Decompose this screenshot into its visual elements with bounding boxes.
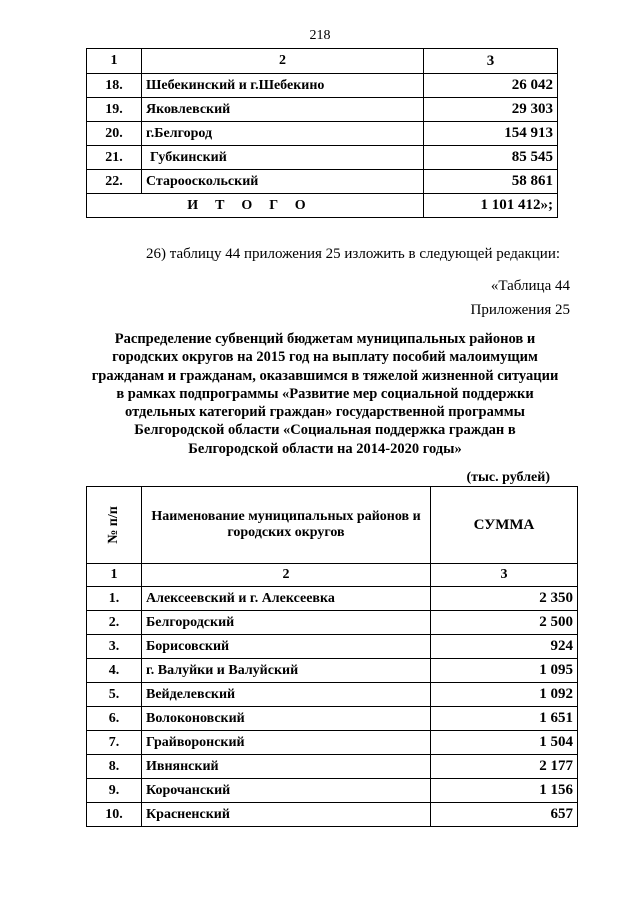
- row-number: 18.: [87, 74, 142, 98]
- row-value: 58 861: [424, 170, 558, 194]
- instruction-text: 26) таблицу 44 приложения 25 изложить в следующей редакции:: [146, 246, 561, 262]
- col-number-1: 1: [87, 564, 142, 587]
- table-row: [87, 707, 578, 731]
- row-value: 1 651: [431, 707, 578, 731]
- row-name: Ивнянский: [142, 755, 431, 779]
- subsidy-table: [86, 486, 578, 827]
- table-header-row: [87, 487, 578, 564]
- row-number: 9.: [87, 779, 142, 803]
- row-name: Волоконовский: [142, 707, 431, 731]
- row-name: Старооскольский: [142, 170, 424, 194]
- row-value: 1 156: [431, 779, 578, 803]
- header-sum: СУММА: [431, 487, 578, 564]
- row-name: г.Белгород: [142, 122, 424, 146]
- header-number-cell: [87, 487, 142, 564]
- table-row: [87, 170, 558, 194]
- table-row: [87, 122, 558, 146]
- row-value: 2 177: [431, 755, 578, 779]
- row-number: 21.: [87, 146, 142, 170]
- row-value: 2 350: [431, 587, 578, 611]
- row-number: 8.: [87, 755, 142, 779]
- col-number-2: 2: [142, 564, 431, 587]
- table-row: [87, 74, 558, 98]
- row-value: 85 545: [424, 146, 558, 170]
- table-ref-line: «Таблица 44: [490, 278, 570, 294]
- row-number: 10.: [87, 803, 142, 827]
- row-name: Красненский: [142, 803, 431, 827]
- row-number: 2.: [87, 611, 142, 635]
- row-name: Алексеевский и г. Алексеевка: [142, 587, 431, 611]
- row-number: 22.: [87, 170, 142, 194]
- row-number: 1.: [87, 587, 142, 611]
- row-value: 1 095: [431, 659, 578, 683]
- table-row: [87, 755, 578, 779]
- table-row: [87, 146, 558, 170]
- table-row: [87, 683, 578, 707]
- row-name: Губкинский: [142, 146, 424, 170]
- page-number: 218: [309, 28, 331, 43]
- row-value: 26 042: [424, 74, 558, 98]
- table-row: [87, 635, 578, 659]
- col-number-2: 2: [142, 49, 424, 74]
- row-name: Яковлевский: [142, 98, 424, 122]
- row-name: Грайворонский: [142, 731, 431, 755]
- row-number: 20.: [87, 122, 142, 146]
- table-reference: [471, 274, 571, 322]
- table-row: [87, 803, 578, 827]
- table-header-row: [87, 49, 558, 74]
- row-number: 19.: [87, 98, 142, 122]
- col-number-3: 3: [424, 49, 558, 74]
- row-number: 7.: [87, 731, 142, 755]
- row-number: 5.: [87, 683, 142, 707]
- row-value: 924: [431, 635, 578, 659]
- col-number-1: 1: [87, 49, 142, 74]
- header-number: № п/п: [106, 506, 121, 544]
- total-value: 1 101 412»;: [424, 194, 558, 218]
- row-value: 2 500: [431, 611, 578, 635]
- total-row: [87, 194, 558, 218]
- table-row: [87, 779, 578, 803]
- row-name: г. Валуйки и Валуйский: [142, 659, 431, 683]
- row-value: 1 504: [431, 731, 578, 755]
- row-value: 657: [431, 803, 578, 827]
- row-number: 3.: [87, 635, 142, 659]
- row-number: 4.: [87, 659, 142, 683]
- row-number: 6.: [87, 707, 142, 731]
- row-value: 154 913: [424, 122, 558, 146]
- document-title: Распределение субвенций бюджетам муниципальных районов и городских округов на 2015 год на выплату пособий малоимущим гражданам и гражданам, оказавшимся в тяжелой жизненной ситуации в рамках подпрограммы «Развитие мер социальной поддержки отдельных категорий граждан» государственной программы Белгородской области «Социальная поддержка граждан в Белгородской области на 2014-2020 годы»: [91, 331, 559, 457]
- row-name: Белгородский: [142, 611, 431, 635]
- table-row: [87, 611, 578, 635]
- table-row: [87, 98, 558, 122]
- row-name: Вейделевский: [142, 683, 431, 707]
- appendix-ref-line: Приложения 25: [470, 302, 570, 318]
- row-name: Борисовский: [142, 635, 431, 659]
- units-label: (тыс. рублей): [466, 470, 550, 485]
- row-value: 1 092: [431, 683, 578, 707]
- table-row: [87, 731, 578, 755]
- row-value: 29 303: [424, 98, 558, 122]
- row-name: Шебекинский и г.Шебекино: [142, 74, 424, 98]
- continued-table: [86, 48, 558, 218]
- table-row: [87, 587, 578, 611]
- table-row: [87, 659, 578, 683]
- header-name: Наименование муниципальных районов и городских округов: [142, 487, 431, 564]
- row-name: Корочанский: [142, 779, 431, 803]
- total-label: ИТОГО: [87, 194, 424, 218]
- col-number-3: 3: [431, 564, 578, 587]
- column-numbers-row: [87, 564, 578, 587]
